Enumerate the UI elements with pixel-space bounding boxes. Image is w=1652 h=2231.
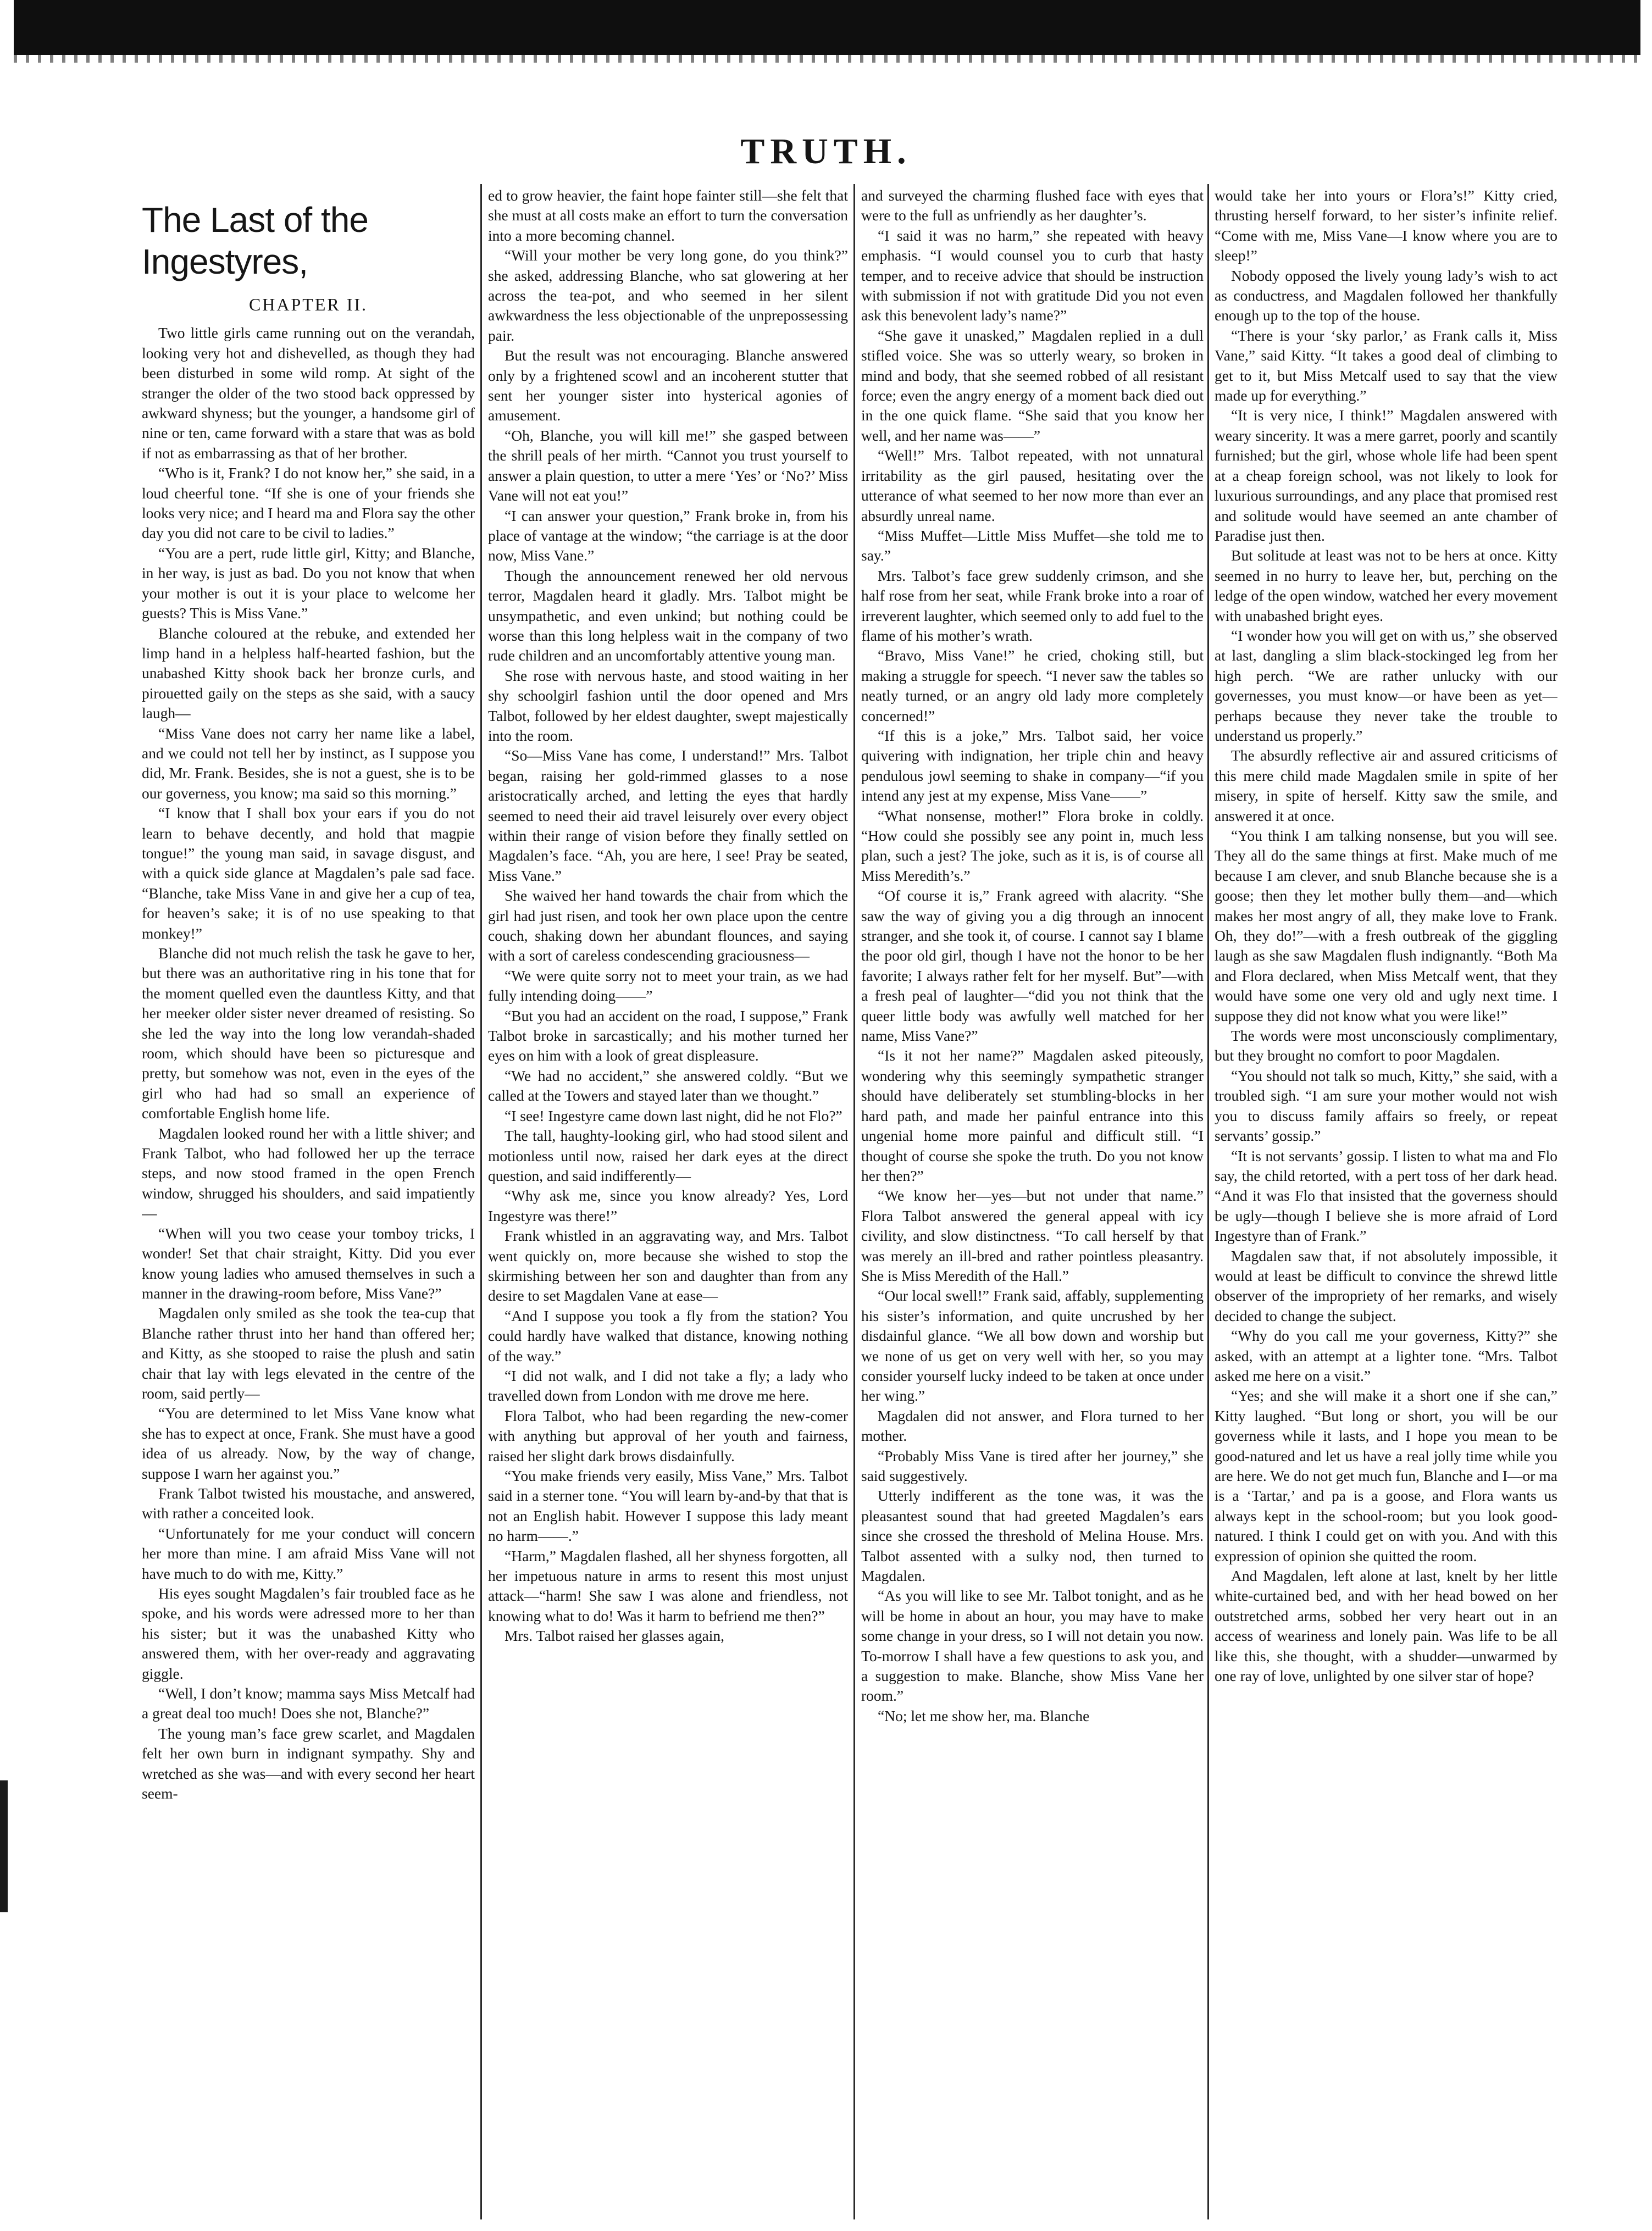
paragraph: and surveyed the charming flushed face with eyes that were to the full as unfriendly as her daughter’s. [861,187,1204,224]
paragraph: Frank whistled in an aggravating way, and Mrs. Talbot went quickly on, more because she wished to stop the skirmishing between her son and daughter than from any desire to set Magdalen Vane at ease— [488,1227,848,1305]
paragraph: Blanche did not much relish the task he gave to her, but there was an authoritative ring in his tone that for the moment quelled even the dauntless Kitty, and that her meeker older sister never dreamed of resisting. So she led the way into the long low verandah-shaded room, which should have been so picturesque and pretty, but somehow was not, even in the eyes of the girl who had had so small an experience of comfortable English home life. [142,945,475,1122]
story-title: The Last of the Ingestyres, [142,200,368,281]
paragraph: “What nonsense, mother!” Flora broke in coldly. “How could she possibly see any point in, much less plan, such a jest? The joke, such as it is, is of course all Miss Meredith’s.” [861,807,1204,884]
paragraph: “You should not talk so much, Kitty,” she said, with a troubled sigh. “I am sure your mother would not wish you to discuss family affairs so freely, or repeat servants’ gossip.” [1215,1067,1557,1145]
paragraph: His eyes sought Magdalen’s fair troubled face as he spoke, and his words were adressed more to her than his sister; but it was the unabashed Kitty who answered them, with her over-ready and aggravating giggle. [142,1585,475,1682]
paragraph: Magdalen did not answer, and Flora turned to her mother. [861,1407,1204,1445]
paragraph: “But you had an accident on the road, I suppose,” Frank Talbot broke in sarcastically; and his mother turned her eyes on him with a look of great displeasure. [488,1007,848,1064]
paragraph: “You are determined to let Miss Vane know what she has to expect at once, Frank. She must have a good idea of us already. Now, by the way of change, suppose I warn her against you.” [142,1405,475,1482]
paragraph: “And I suppose you took a fly from the station? You could hardly have walked that distance, knowing nothing of the way.” [488,1307,848,1364]
paragraph: “So—Miss Vane has come, I understand!” Mrs. Talbot began, raising her gold-rimmed glasses to a nose aristocratically arched, and letting the eyes that hardly seemed to need their aid travel leisurely over every object within their range of vision before they finally settled on Magdalen’s face. “Ah, you are here, I see! Pray be seated, Miss Vane.” [488,747,848,884]
paragraph: “No; let me show her, ma. Blanche [878,1707,1090,1724]
paragraph: Flora Talbot, who had been regarding the new-comer with anything but approval of her youth and fairness, raised her slight dark brows disdainfully. [488,1407,848,1464]
paragraph: “Will your mother be very long gone, do you think?” she asked, addressing Blanche, who sat glowering at her across the tea-pot, and who seemed in her silent awkwardness the less objectionable of the unprepossessing pair. [488,247,848,344]
paragraph: “I did not walk, and I did not take a fly; a lady who travelled down from London with me drove me here. [488,1367,848,1405]
paragraph: “Miss Muffet—Little Miss Muffet—she told me to say.” [861,526,1204,564]
paragraph: Mrs. Talbot raised her glasses again, [505,1627,725,1645]
paragraph: “Of course it is,” Frank agreed with alacrity. “She saw the way of giving you a dig through an innocent stranger, and she took it, of course. I cannot say I blame the poor old girl, though I have not the honor to be her favorite; I always rather felt for her myself. But”—with a fresh peal of laughter—“did you not think that the queer little body was awfully well matched for her name, Miss Vane?” [861,887,1204,1045]
paragraph: “Our local swell!” Frank said, affably, supplementing his sister’s information, and quite uncrushed by her disdainful glance. “We all bow down and worship but we none of us get on very well with her, so you may consider yourself lucky indeed to be taken at once under her wing.” [861,1287,1204,1405]
paragraph: “She gave it unasked,” Magdalen replied in a dull stifled voice. She was so utterly weary, so broken in mind and body, that she seemed robbed of all resistant force; even the angry energy of a moment back died out in the one quick flame. “She said that you know her well, and her name was——” [861,326,1204,444]
column-3 [861,186,1204,2219]
column-3-text [861,186,1204,1726]
paragraph: But the result was not encouraging. Blanche answered only by a frightened scowl and an incoherent stutter that sent her younger sister into hysterical agonies of amusement. [488,347,848,424]
paragraph: She rose with nervous haste, and stood waiting in her shy schoolgirl fashion until the door opened and Mrs Talbot, followed by her eldest daughter, swept majestically into the room. [488,667,848,744]
paragraph: “Why ask me, since you know already? Yes, Lord Ingestyre was there!” [488,1187,848,1224]
paragraph: “We had no accident,” she answered coldly. “But we called at the Towers and stayed later than we thought.” [488,1067,848,1105]
paragraph: Nobody opposed the lively young lady’s wish to act as conductress, and Magdalen followed her thankfully enough up to the top of the house. [1215,267,1557,324]
paragraph: would take her into yours or Flora’s!” Kitty cried, thrusting herself forward, to her sister’s infinite relief. “Come with me, Miss Vane—I know where you are to sleep!” [1215,187,1557,264]
paragraph: “If this is a joke,” Mrs. Talbot said, her voice quivering with indignation, her triple chin and heavy pendulous jowl seeming to shake in company—“if you intend any jest at my expense, Miss Vane——” [861,726,1204,804]
paragraph: Magdalen looked round her with a little shiver; and Frank Talbot, who had followed her up the terrace steps, and now stood framed in the open French window, shrugged his shoulders, and said impatiently— [142,1124,475,1222]
paragraph: Two little girls came running out on the verandah, looking very hot and dishevelled, as though they had been disturbed in some wild romp. At sight of the stranger the older of the two stood back oppressed by awkward shyness; but the younger, a handsome girl of nine or ten, came forward with a stare that was as bold if not as embarrassing as that of her brother. [142,324,475,462]
column-4-text [1215,186,1557,1686]
paragraph: The tall, haughty-looking girl, who had stood silent and motionless until now, raised her dark eyes at the direct question, and said indifferently— [488,1127,848,1184]
column-1-text [142,323,475,1803]
paragraph: The absurdly reflective air and assured criticisms of this mere child made Magdalen smile in spite of her misery, in spite of herself. Kitty saw the smile, and answered it at once. [1215,747,1557,824]
paragraph: Blanche coloured at the rebuke, and extended her limp hand in a helpless half-hearted fashion, but the unabashed Kitty shook back her bronze curls, and pirouetted gaily on the steps as she said, with a saucy laugh— [142,624,475,722]
paragraph: “I wonder how you will get on with us,” she observed at last, dangling a slim black-stockinged leg from her high perch. “We are rather unlucky with our governesses, you must know—or have been as yet—perhaps because they never take the trouble to understand us properly.” [1215,626,1557,744]
paragraph: “You make friends very easily, Miss Vane,” Mrs. Talbot said in a sterner tone. “You will learn by-and-by that that is not an English habit. However I suppose this lady meant no harm——.” [488,1467,848,1545]
paragraph: ed to grow heavier, the faint hope fainter still—she felt that she must at all costs make an effort to turn the conversation into a more becoming channel. [488,187,848,244]
paragraph: “Bravo, Miss Vane!” he cried, choking still, but making a struggle for speech. “I never saw the tables so neatly turned, or an angry old lady more completely concerned!” [861,647,1204,724]
top-black-border [14,0,1640,55]
paragraph: “I said it was no harm,” she repeated with heavy emphasis. “I would counsel you to curb that hasty temper, and to receive advice that should be instruction with submission if not with gratitude Did you not even ask this benevolent lady’s name?” [861,226,1204,324]
masthead: TRUTH. [740,131,912,171]
column-1 [142,186,475,2219]
column-2 [488,186,848,2219]
paragraph: Utterly indifferent as the tone was, it was the pleasantest sound that had greeted Magdalen’s ears since she crossed the threshold of Melina House. Mrs. Talbot assented with a sulky nod, then turned to Magdalen. [861,1487,1204,1585]
paragraph: The words were most unconsciously complimentary, but they brought no comfort to poor Magdalen. [1215,1027,1557,1064]
column-rule [480,184,482,2219]
paragraph: “It is not servants’ gossip. I listen to what ma and Flo say, the child retorted, with a pert toss of her dark head. “And it was Flo that insisted that the governess should be ugly—though I believe she is more afraid of Lord Ingestyre than of Frank.” [1215,1147,1557,1245]
paragraph: “You think I am talking nonsense, but you will see. They all do the same things at first. Make much of me because I am clever, and snub Blanche because she is a goose; then they let mother bully them—and—which makes her most angry of all, they make love to Frank. Oh, they do!”—with a fresh outbreak of the giggling laugh as she saw Magdalen flush indignantly. “Both Ma and Flora declared, when Miss Metcalf went, that they would have some one very old and ugly next time. I suppose they did not know what you were like!” [1215,827,1557,1024]
paragraph: “Oh, Blanche, you will kill me!” she gasped between the shrill peals of her mirth. “Cannot you trust yourself to answer a plain question, to utter a mere ‘Yes’ or ‘No?’ Miss Vane will not eat you!” [488,426,848,504]
paragraph: “Miss Vane does not carry her name like a label, and we could not tell her by instinct, as I suppose you did, Mr. Frank. Besides, she is not a guest, she is to be our governess, you know; ma said so this morning.” [142,724,475,802]
paragraph: Magdalen saw that, if not absolutely impossible, it would at least be difficult to convince the shrewd little observer of the impropriety of her remarks, and wisely decided to change the subject. [1215,1247,1557,1324]
paragraph: Mrs. Talbot’s face grew suddenly crimson, and she half rose from her seat, while Frank broke into a roar of irreverent laughter, which seemed only to add fuel to the flame of his mother’s wrath. [861,567,1204,644]
paragraph: “Well, I don’t know; mamma says Miss Metcalf had a great deal too much! Does she not, Blanche?” [142,1685,475,1722]
paragraph: “Unfortunately for me your conduct will concern her more than mine. I am afraid Miss Vane will not have much to do with me, Kitty.” [142,1524,475,1582]
column-rule [1207,184,1209,2219]
paragraph: “Is it not her name?” Magdalen asked piteously, wondering why this seemingly sympathetic stranger should have deliberately set stumbling-blocks in her hard path, and made her painful entrance into this ungenial home more painful and difficult still. “I thought of course she spoke the truth. Do you not know her then?” [861,1047,1204,1184]
paragraph: “Who is it, Frank? I do not know her,” she said, in a loud cheerful tone. “If she is one of your friends she looks very nice; and I heard ma and Flora say the other day you did not care to be civil to ladies.” [142,464,475,542]
paragraph: “I know that I shall box your ears if you do not learn to behave decently, and hold that magpie tongue!” the young man said, in savage disgust, and with a quick side glance at Magdalen’s pale sad face. “Blanche, take Miss Vane in and give her a cup of tea, for heaven’s sake; it is of no use speaking to that monkey!” [142,804,475,942]
paragraph: “You are a pert, rude little girl, Kitty; and Blanche, in her way, is just as bad. Do you not know that when your mother is out it is your place to welcome her guests? This is Miss Vane.” [142,544,475,622]
top-border-fray [14,55,1640,63]
paragraph: Though the announcement renewed her old nervous terror, Magdalen heard it gladly. Mrs. Talbot might be unsympathetic, and even unkind; but nothing could be worse than this long helpless wait in the company of two rude children and an uncomfortably attentive young man. [488,567,848,664]
paragraph: “There is your ‘sky parlor,’ as Frank calls it, Miss Vane,” said Kitty. “It takes a good deal of climbing to get to it, but Miss Metcalf used to say that the view made up for everything.” [1215,326,1557,404]
paragraph: “Why do you call me your governess, Kitty?” she asked, with an attempt at a lighter tone. “Mrs. Talbot asked me here on a visit.” [1215,1327,1557,1384]
paragraph: “Yes; and she will make it a short one if she can,” Kitty laughed. “But long or short, you will be our governess while it lasts, and I hope you mean to be good-natured and let us have a real jolly time while you are here. We do not get much fun, Blanche and I—or ma is a ‘Tartar,’ and pa is a goose, and Flora wants us always kept in the school-room; but you look good-natured. I think I could get on with you. And with this expression of opinion she quitted the room. [1215,1387,1557,1564]
column-2-text [488,186,848,1646]
paragraph: “I see! Ingestyre came down last night, did he not Flo?” [505,1107,842,1124]
paragraph: She waived her hand towards the chair from which the girl had just risen, and took her own place upon the centre couch, shaking down her abundant flounces, and saying with a sort of careless condescending graciousness— [488,887,848,964]
paragraph: Frank Talbot twisted his moustache, and answered, with rather a conceited look. [142,1484,475,1522]
paragraph: “We know her—yes—but not under that name.” Flora Talbot answered the general appeal with icy civility, and slow distinctness. “To call herself by that was merely an ill-bred and rather pointless pleasantry. She is Miss Meredith of the Hall.” [861,1187,1204,1284]
paragraph: “As you will like to see Mr. Talbot tonight, and as he will be home in about an hour, you may have to make some change in your dress, so I will not detain you now. To-morrow I shall have a few questions to ask you, and a suggestion to make. Blanche, show Miss Vane her room.” [861,1587,1204,1705]
paragraph: “It is very nice, I think!” Magdalen answered with weary sincerity. It was a mere garret, poorly and scantily furnished; but the girl, whose whole life had been spent at a cheap foreign school, was not likely to look for luxurious surroundings, and any place that promised rest and solitude would have seemed an ante chamber of Paradise just then. [1215,407,1557,544]
paragraph: “We were quite sorry not to meet your train, as we had fully intending doing——” [488,967,848,1004]
paragraph: “Well!” Mrs. Talbot repeated, with not unnatural irritability as the girl paused, hesitating over the utterance of what seemed to her now more than ever an absurdly unreal name. [861,447,1204,524]
paragraph: And Magdalen, left alone at last, knelt by her little white-curtained bed, and with her head bowed on her outstretched arms, sobbed her very heart out in an access of weariness and lonely pain. Was life to be all like this, she thought, with a shudder—unwarmed by one ray of love, unlighted by one silver star of hope? [1215,1567,1557,1685]
scan-edge-mark [0,1780,8,1912]
column-4 [1215,186,1557,2219]
paragraph: The young man’s face grew scarlet, and Magdalen felt her own burn in indignant sympathy. Shy and wretched as she was—and with every second her heart seem- [142,1724,475,1802]
chapter-heading: CHAPTER II. [248,295,368,314]
paragraph: “I can answer your question,” Frank broke in, from his place of vantage at the window; “the carriage is at the door now, Miss Vane.” [488,507,848,564]
paragraph: “When will you two cease your tomboy tricks, I wonder! Set that chair straight, Kitty. Did you ever know young ladies who amused themselves in such a manner in the drawing-room before, Miss Vane?” [142,1224,475,1302]
paragraph: “Probably Miss Vane is tired after her journey,” she said suggestively. [861,1447,1204,1484]
paragraph: Magdalen only smiled as she took the tea-cup that Blanche rather thrust into her hand than offered her; and Kitty, as she stooped to raise the plush and satin chair that lay with legs elevated in the centre of the room, said pertly— [142,1305,475,1402]
column-rule [853,184,855,2219]
paragraph: “Harm,” Magdalen flashed, all her shyness forgotten, all her impetuous nature in arms to resent this most unjust attack—“harm! She saw I was alone and friendless, not knowing what to do! Was it harm to befriend me then?” [488,1547,848,1624]
paragraph: But solitude at least was not to be hers at once. Kitty seemed in no hurry to leave her, but, perching on the ledge of the open window, watched her every movement with unabashed bright eyes. [1215,547,1557,624]
